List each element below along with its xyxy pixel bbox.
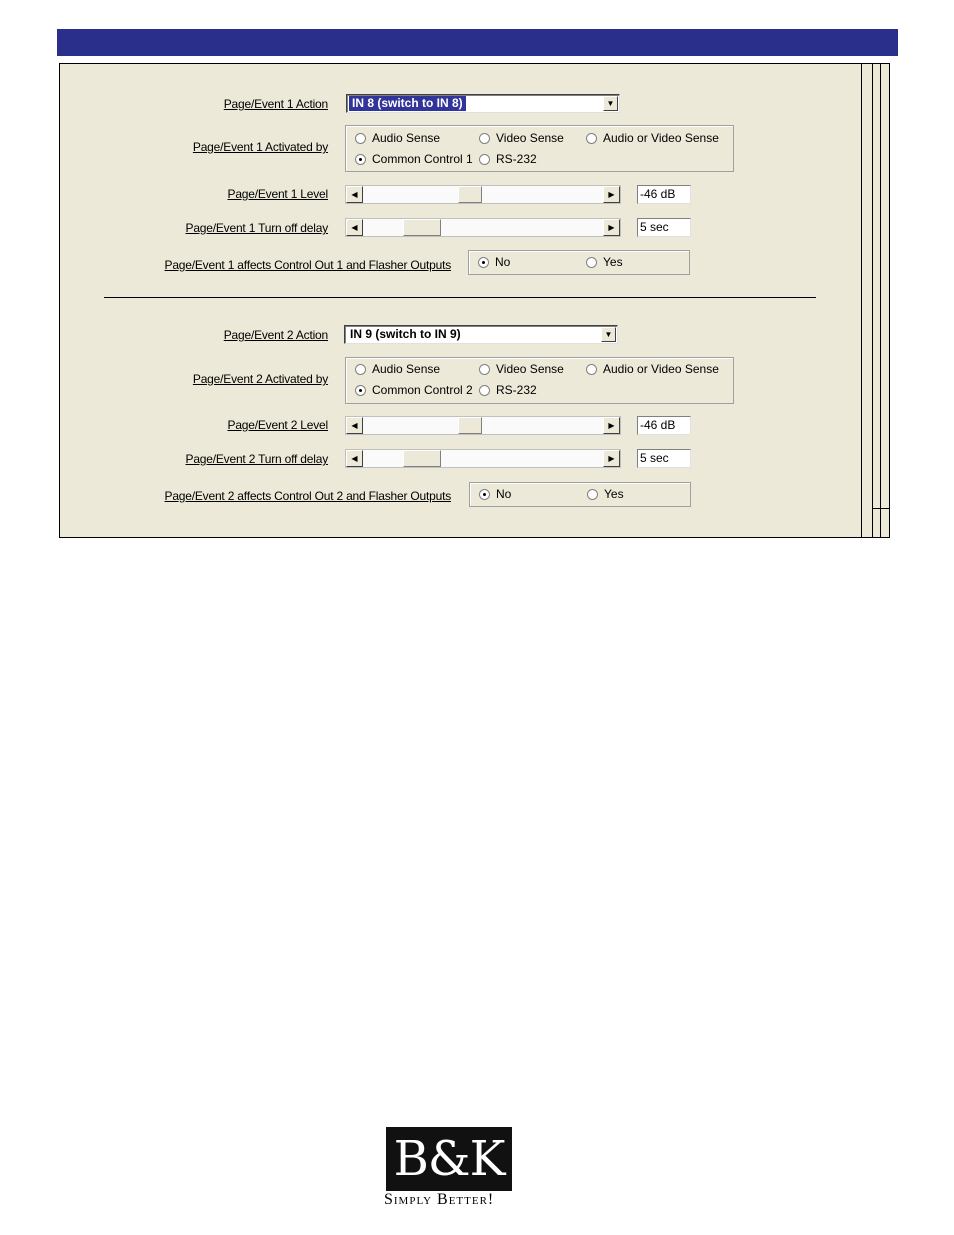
event1-delay-label: Page/Event 1 Turn off delay [185, 221, 328, 235]
event1-level-label: Page/Event 1 Level [227, 187, 328, 201]
radio-selected-icon [355, 385, 366, 396]
arrow-right-icon[interactable]: ▶ [603, 219, 620, 236]
event2-delay-slider[interactable] [345, 449, 621, 468]
slider-thumb[interactable] [403, 450, 441, 467]
event2-delay-value[interactable]: 5 sec [637, 449, 691, 468]
event2-action-label: Page/Event 2 Action [223, 328, 328, 342]
brand-logo: B&K [386, 1127, 512, 1191]
event2-radio-audio-sense[interactable]: Audio Sense [355, 362, 440, 376]
header-bar [57, 29, 898, 56]
event2-activated-group [345, 357, 734, 404]
radio-icon [479, 364, 490, 375]
event1-level-value[interactable]: -46 dB [637, 185, 691, 204]
radio-icon [355, 133, 366, 144]
radio-icon [587, 489, 598, 500]
event1-affects-group [468, 250, 690, 275]
event2-radio-audio-or-video[interactable]: Audio or Video Sense [586, 362, 719, 376]
event1-action-dropdown[interactable] [346, 94, 620, 113]
arrow-right-icon[interactable]: ▶ [603, 450, 620, 467]
event2-activated-label: Page/Event 2 Activated by [192, 372, 328, 386]
arrow-right-icon[interactable]: ▶ [603, 417, 620, 434]
settings-panel [59, 63, 890, 538]
event1-radio-audio-or-video[interactable]: Audio or Video Sense [586, 131, 719, 145]
event1-action-label: Page/Event 1 Action [223, 97, 328, 111]
event1-radio-common-control[interactable]: Common Control 1 [355, 152, 473, 166]
section-divider [104, 297, 816, 298]
event1-affects-no[interactable]: No [478, 255, 510, 269]
event2-action-dropdown[interactable] [344, 325, 618, 344]
event1-activated-label: Page/Event 1 Activated by [192, 140, 328, 154]
radio-selected-icon [478, 257, 489, 268]
slider-thumb[interactable] [403, 219, 441, 236]
event1-level-slider[interactable] [345, 185, 621, 204]
event1-radio-video-sense[interactable]: Video Sense [479, 131, 564, 145]
arrow-left-icon[interactable]: ◀ [346, 450, 363, 467]
event2-affects-label: Page/Event 2 affects Control Out 2 and Flasher Outputs [164, 489, 451, 503]
slider-thumb[interactable] [458, 417, 482, 434]
event2-affects-yes[interactable]: Yes [587, 487, 624, 501]
arrow-right-icon[interactable]: ▶ [603, 186, 620, 203]
event1-radio-rs232[interactable]: RS-232 [479, 152, 537, 166]
event2-radio-rs232[interactable]: RS-232 [479, 383, 537, 397]
brand-tagline: Simply Better! [384, 1191, 495, 1208]
event2-level-slider[interactable] [345, 416, 621, 435]
event1-action-value: IN 8 (switch to IN 8) [349, 96, 466, 111]
event2-radio-common-control[interactable]: Common Control 2 [355, 383, 473, 397]
arrow-left-icon[interactable]: ◀ [346, 417, 363, 434]
event2-radio-video-sense[interactable]: Video Sense [479, 362, 564, 376]
radio-icon [586, 133, 597, 144]
event1-delay-slider[interactable] [345, 218, 621, 237]
chevron-down-icon[interactable]: ▼ [601, 327, 616, 342]
event1-radio-audio-sense[interactable]: Audio Sense [355, 131, 440, 145]
event2-level-value[interactable]: -46 dB [637, 416, 691, 435]
radio-icon [355, 364, 366, 375]
slider-thumb[interactable] [458, 186, 482, 203]
event1-delay-value[interactable]: 5 sec [637, 218, 691, 237]
event1-affects-yes[interactable]: Yes [586, 255, 623, 269]
event2-delay-label: Page/Event 2 Turn off delay [185, 452, 328, 466]
event2-action-value: IN 9 (switch to IN 9) [350, 327, 461, 341]
radio-icon [479, 385, 490, 396]
radio-selected-icon [355, 154, 366, 165]
event2-level-label: Page/Event 2 Level [227, 418, 328, 432]
panel-scrollbar[interactable] [861, 64, 889, 537]
radio-selected-icon [479, 489, 490, 500]
event1-affects-label: Page/Event 1 affects Control Out 1 and Flasher Outputs [164, 258, 451, 272]
arrow-left-icon[interactable]: ◀ [346, 219, 363, 236]
radio-icon [586, 257, 597, 268]
event1-activated-group [345, 125, 734, 172]
arrow-left-icon[interactable]: ◀ [346, 186, 363, 203]
event2-affects-group [469, 482, 691, 507]
radio-icon [479, 133, 490, 144]
event2-affects-no[interactable]: No [479, 487, 511, 501]
radio-icon [586, 364, 597, 375]
radio-icon [479, 154, 490, 165]
chevron-down-icon[interactable]: ▼ [603, 96, 618, 111]
